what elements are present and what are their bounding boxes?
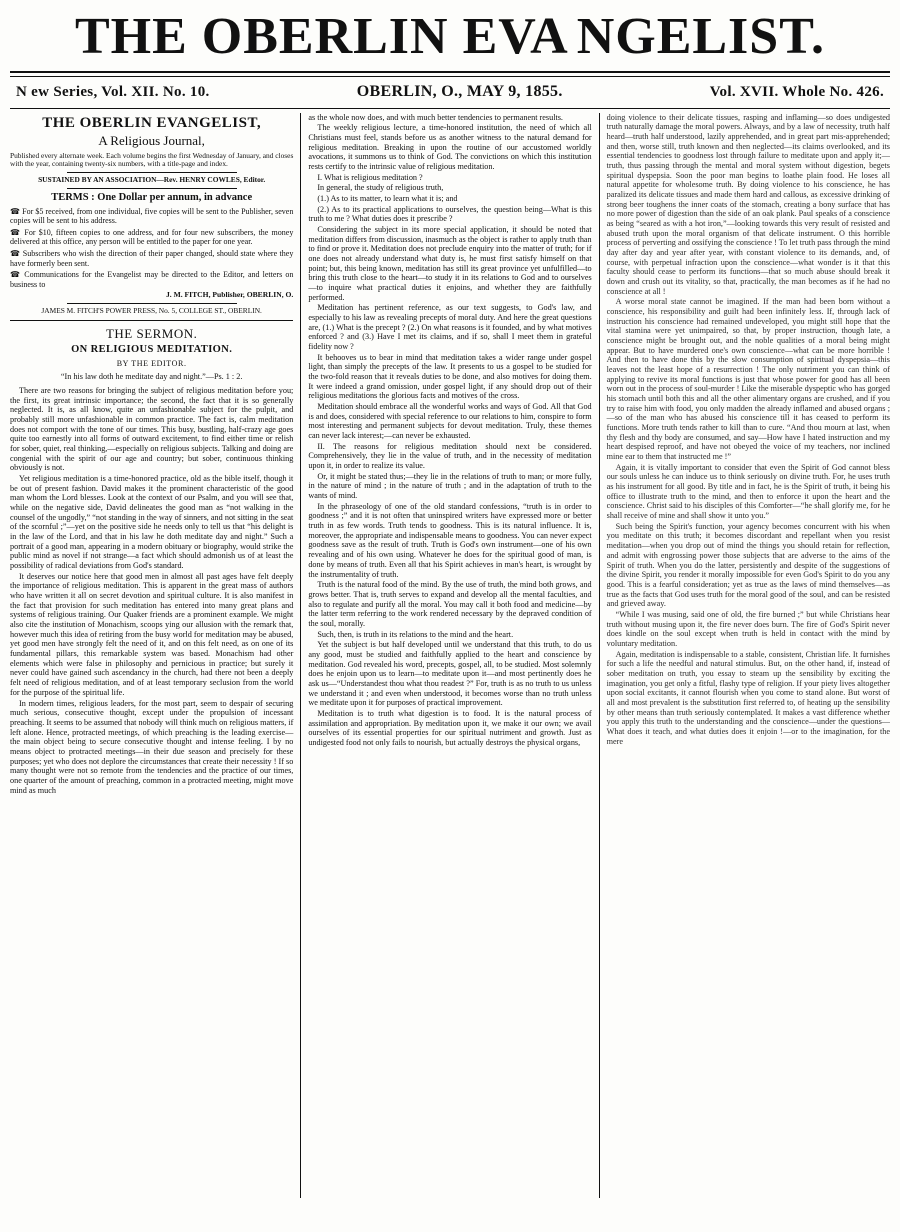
column-three xyxy=(600,113,890,1198)
paragraph: as the whole now does, and with much better tendencies to permanent results. xyxy=(308,112,563,122)
paragraph: Again, meditation is indispensable to a stable, consistent, Christian life. It furnishes for such a life the needful and natural stimulus. But, on the other hand, if, instead of sober meditation on truth, you essay to steam up the sensibility by exciting the imagination, you get only a fitful, flashy type of religion. If your piety lives altogether upon social excitants, it cannot flourish when you come to stand alone. But worst of all and most prevalent is the substitution first referred to, of heating up the sensibility by other means than truth seriously contemplated. It makes a vast difference whether you apply this truth to the understanding and the conscience—under the questions—What does it teach, and what duties does it enjoin !—or to the imagination, for the mere xyxy=(606,649,890,746)
paragraph: It deserves our notice here that good men in almost all past ages have felt deeply the importance of religious meditation. This is apparent in the great mass of authors who have written it all on secret devotion and spiritual culture. It is also manifest in the fact that provision for such meditation has entered into many great plans and systems of religious training. Our Quaker friends are a prominent example. We might also cite the institution of Monachism, scoops ying our allusion with the remark that, however much this idea of retiring from the busy world for meditation may be abused, yet good men have strongly felt the need of it, and on this felt need, as on one of its fundamental pillars, this remarkable system was based. Monachism had other elements which were false in philosophy and pernicious in practice; but surely it never could have gained such ascendancy in the church, had there not been a deeply felt need of religious meditation, and of at least temporary seclusion from the world for the purpose of the spiritual life. xyxy=(10,571,294,697)
article-columns xyxy=(10,113,890,1198)
issue-line xyxy=(10,81,890,104)
paragraph: Such, then, is truth in its relations to the mind and the heart. xyxy=(317,629,514,639)
paragraph: In general, the study of religious truth, xyxy=(317,183,444,193)
paragraph: Meditation has pertinent reference, as our text suggests, to God's law, and especially to his law as revealing precepts of moral duty. And here the great questions are, (1.) What is the precept ? (2.) On what reasons is it founded, and by what motives enforced ? and (3.) Have I met its claims, and if so, shall I meet them in grateful fidelity now ? xyxy=(308,303,592,352)
sermon-scripture-text: “In his law doth he meditate day and night.”—Ps. 1 : 2. xyxy=(60,372,243,382)
paragraph: Again, it is vitally important to consider that even the Spirit of God cannot bless our souls unless he can induce us to think seriously on divine truth. For, he uses truth as his instrument for all good. By title and in fact, he is the Spirit of truth, it being his office to illustrate truth to the mind, and then to enforce it upon the heart and the conscience. Christ said to his disciples of this Comforter—“he shall glorify me, for he shall receive of mine and shall show it unto you.” xyxy=(606,462,890,521)
column-two xyxy=(300,113,599,1198)
page-title xyxy=(10,10,890,65)
terms-heading: TERMS : One Dollar per annum, in advance xyxy=(51,192,253,204)
paragraph: “While I was musing, said one of old, the fire burned ;” but while Christians hear truth without musing upon it, the fire never does burn. The fire of God's Spirit never does kindle on the soul except when truth is held in contact with the mind by voluntary meditation. xyxy=(606,609,890,648)
paragraph: doing violence to their delicate tissues, rasping and inflaming—so does undigested truth naturally damage the moral powers. Always, and by a law of necessity, truth half heard—truth half understood, lazily apprehended, and in great part mis-apprehended; and then, worse still, truth known and then neglected—its claims overlooked, and its essential tendencies to goodness lost through failure to meditate upon and apply it;—truth, thus passing through the mental and moral system without digestion, begets spiritual dyspepsia. Soon the poor man begins to loathe plain food. He loses all natural appetite for wholesome truth. By doing violence to his conscience, he has paralized its delicate tissues and made them hard and callous, as excessive drinking of strong beer toughens the inner coats of the stomach, creating a bony surface that has no more power of digestion than the side of an oak plank. Paul speaks of a conscience as being “seared as with a hot iron,”—looking towards this very result of resisted and abused truth upon the moral organism of that delicate instrument. O this horrible process of perverting and ossifying the conscience ! To let truth pass through the mind day after day and year after year, with constant violence to its demands, and, of course, with perpetual infraction upon the conscience—what wonder is it that this faculty should cease to perform its functions—that so much abuse should break it down and crush out its vitality, so that, practically, the man becomes as if he had no conscience at all ! xyxy=(606,112,890,296)
terms-item-3: ☎ Subscribers who wish the direction of their paper changed, should state where they have formerly been sent. xyxy=(10,248,294,268)
paragraph: Truth is the natural food of the mind. By the use of truth, the mind both grows, and grows better. That is, truth serves to expand and develop all the mental faculties, and also to regulate and purify all the moral. You may call it both food and medicine—by the latter term referring to the work rendered necessary by the depraved condition of the soul, morally. xyxy=(308,580,592,628)
publication-schedule: Published every alternate week. Each volume begins the first Wednesday of January, and closes with the year, containing twenty-six numbers, with a title-page and index. xyxy=(10,150,294,169)
issue-series: N ew Series, Vol. XII. No. 10. xyxy=(16,83,210,100)
paragraph: A worse moral state cannot be imagined. If the man had been born without a conscience, his responsibility and guilt had been infinitely less. If, through lack of instruction his conscience had remained undeveloped, you might still hope that the vital stamina were yet unimpaired, so that, by proper instruction, though late, a conscience might be brought out, and the noble qualities of a moral being might appear. But to have murdered one's own conscience—what can be more horrible ! And then to have done this by the slow consumption of spiritual dyspepsia—this leaves not the least hope of a resurrection ! The only nutriment you can think of applying to revive its moral functions is just that whose power for good has all been worn out in the process of soul-murder ! Like the miserable dyspeptic who has gorged his stomach until both this and all the other alimentary organs are crushed, and if you try to raise him with food, you only madden the already inflamed and abused organs ;—so of the man who has abused his conscience till it has ceased to perform its functions. More truth tends rather to kill than to cure. “And thou mourn at last, when thy flesh and thy body are consumed, and say—How have I hated instruction and my heart despised reproof, and have not obeyed the voice of my teachers, nor inclined mine ear to them that instructed me !” xyxy=(606,297,890,462)
divider-2 xyxy=(67,188,237,189)
paragraph: It behooves us to bear in mind that meditation takes a wider range under gospel light, than simply the precepts of the law. It presents to us a gospel to be studied for the two-fold reason that it reveals duties to be done, and also motives for doing them. It were indeed a grand omission, under gospel light, if any should drop out of their religious meditations the glorious facts and motives of the cross. xyxy=(308,352,592,401)
divider-4 xyxy=(10,320,293,321)
paragraph: Yet religious meditation is a time-honored practice, old as the bible itself, though it be out of present fashion. David makes it the prominent characteristic of the good man whom the Lord blesses. Look at the context of our Psalm, and you will see that, while on the negative side, David delineates the good man as “not walking in the counsel of the ungodly,” “not standing in the way of sinners, and not sitting in the seat of the scornful ;”—yet on the positive side he needs only to tell us that “his delight is in the law of the Lord, and that in his law he doth meditate day and night.” Such a portrait of a good man, appearing in a modern obituary or biography, would strike the public mind as novel if not strange—a fact which should admonish us of at least the possibility of radical deviations from God's standard. xyxy=(10,474,294,571)
masthead-part2: NGELIST. xyxy=(576,8,826,65)
journal-subtitle: A Religious Journal, xyxy=(98,133,205,149)
issue-place-date: OBERLIN, O., MAY 9, 1855. xyxy=(356,82,563,100)
column-one xyxy=(10,113,300,1198)
editor-line: SUSTAINED BY AN ASSOCIATION—Rev. HENRY COWLES, Editor. xyxy=(38,175,266,185)
paragraph: In the phraseology of one of the old standard confessions, “truth is in order to goodness ;” and it is not often that uninspired writers have expressed more or better truth in as few words. Truth tends to goodness. This is its natural influence. It is, moreover, the appropriate and indispensable means to goodness. You can never expect goodness save as the result of truth. Truth is God's own instrument—one of his own revealing and of his own using. Whatever he does for the spiritual good of man, is done by means of truth. Even all that his Spirit achieves in man's heart, is wrought by the instrumentality of truth. xyxy=(308,501,592,579)
masthead-divider xyxy=(10,71,890,77)
terms-item-1: ☎ For $5 received, from one individual, five copies will be sent to the Publisher, seven copies will be sent to his address. xyxy=(10,206,294,226)
paragraph: I. What is religious meditation ? xyxy=(317,172,423,182)
publisher-signature: J. M. FITCH, Publisher, OBERLIN, O. xyxy=(165,290,294,300)
paragraph: Such being the Spirit's function, your agency becomes concurrent with his when you meditate on this truth; it becomes discordant and repellant when you resist meditation—when you drop out of mind the things you should retain for reflection, and admit with engrossing power those subjects that are adverse to the aims of the Spirit of truth. When you do the latter, persistently and despite of the suggestions of the divine Spirit, you render it morally impossible for even God's Spirit to do you any good. This is a fearful consideration; yet as true as the laws of mind themselves—as true as the facts that God uses truth for the moral good of the soul, and can be resisted and grieved away. xyxy=(606,521,890,609)
terms-item-2: ☎ For $10, fifteen copies to one address, and for four new subscribers, the money delivered at this office, any person will be entitled to the paper for one year. xyxy=(10,227,294,247)
sermon-subheading: ON RELIGIOUS MEDITATION. xyxy=(71,343,233,355)
sermon-heading: THE SERMON. xyxy=(105,326,198,342)
terms-item-4: ☎ Communications for the Evangelist may be directed to the Editor, and letters on business to xyxy=(10,270,294,289)
divider-1 xyxy=(67,172,237,173)
paragraph: II. The reasons for religious meditation should next be considered. Comprehensively, they lie in the value of truth, and in the necessity of meditation upon it, in order to realize its value. xyxy=(308,441,592,471)
issue-whole-number: Vol. XVII. Whole No. 426. xyxy=(709,83,884,100)
divider-3 xyxy=(67,303,237,304)
paragraph: Considering the subject in its more special application, it should be noted that meditation differs from discussion, inasmuch as the object is rather to apply truth than to find or prove it. Meditation does not preclude enquiry into the matter of truth; for if one does not already understand what duty is, he must first satisfy himself on that point; but, this being known, meditation has still its great province yet unfulfilled—to bring this truth close to the heart—to study it in its relations to God and to ourselves—to inquire what practical duties it enjoins, and whether they are faithfully performed. xyxy=(308,224,592,302)
journal-name: THE OBERLIN EVANGELIST, xyxy=(42,114,262,131)
masthead-part1: THE OBERLIN EVA xyxy=(74,8,569,65)
paragraph: (2.) As to its practical applications to ourselves, the question being—What is this truth to me ? What duties does it prescribe ? xyxy=(308,204,592,224)
paragraph: Meditation is to truth what digestion is to food. It is the natural process of assimilation and appropriation. By meditation upon it, we make it our own; we avail ourselves of its essential properties for our spiritual nutriment and growth. Just as undigested food not only fails to nourish, but actually destroys the physical organs, xyxy=(308,708,592,747)
paragraph: (1.) As to its matter, to learn what it is; and xyxy=(317,193,458,203)
printer-line: JAMES M. FITCH'S POWER PRESS, No. 5, COLLEGE ST., OBERLIN. xyxy=(41,306,262,316)
paragraph: In modern times, religious leaders, for the most part, seem to despair of securing much serious, consecutive thought, except under the propulsion of incessant preaching. It seems to be assumed that nobody will think much on religious matters, if left alone. Hence, protracted meetings, of which preaching is the leading exercise—the main object being to secure consecutive thought and intense feeling. I by no means object to protracted meetings—in their due season and precisely for these purposes; yet who does not deplore the circumstances that create their necessity ! If so many thought were not so remote from the tendencies and the practice of our times, one quarter of the amount of preaching, common in a protracted meeting, might move mind as much xyxy=(10,698,294,795)
paragraph: Or, it might be stated thus;—they lie in the relations of truth to man; or more fully, in the nature of mind ; in the nature of truth ; and in the adaptation of truth to the wants of mind. xyxy=(308,471,592,501)
paragraph: Yet the subject is but half developed until we understand that this truth, to do us any good, must be studied and faithfully applied to the heart and conscience by meditation. God revealed his word, precepts, gospel, all, to be studied. Most solemnly does he enjoin upon us to learn—to meditate upon it—and most pertinently does he ask us—“Understandest thou what thou readest ?” For, truth is as no truth to us unless we understand it ; and even when understood, it becomes worse than no truth unless we meditate upon it for purposes of practical improvement. xyxy=(308,640,592,708)
paragraph: The weekly religious lecture, a time-honored institution, the need of which all Christians must feel, stands before us as another witness to the natural demand for religious meditation. Breaking in upon the routine of our accustomed worldly avocations, it summons us to think of God. The convictions on which this institution rests certify to the intrinsic value of religious meditation. xyxy=(308,123,592,171)
paragraph: Meditation should embrace all the wonderful works and ways of God. All that God is and does, considered with special reference to our relations to him, conspire to form most interesting and permanent subjects for devout meditation. Truly, these themes can never lack interest;—can never be exhausted. xyxy=(308,402,592,441)
paragraph: There are two reasons for bringing the subject of religious meditation before you; the first, its great intrinsic importance; the second, the fact that it is so generally neglected. It is, as all know, quite an unfashionable subject for the pulpit, and probably still more unfashionable in common practice. The fact is, calm meditation does not comport with the tone of our times. This busy, bustling, half-crazy age goes quite too earnestly into all forms of outward excitement, to find either time or relish for sober, quiet, real thinking,—especially on religious subjects. Talking and doing are congenial with the spirit of our age and country; but sober, continuous thinking obviously is not. xyxy=(10,386,294,473)
issue-divider xyxy=(10,108,890,109)
sermon-byline: BY THE EDITOR. xyxy=(116,358,187,368)
